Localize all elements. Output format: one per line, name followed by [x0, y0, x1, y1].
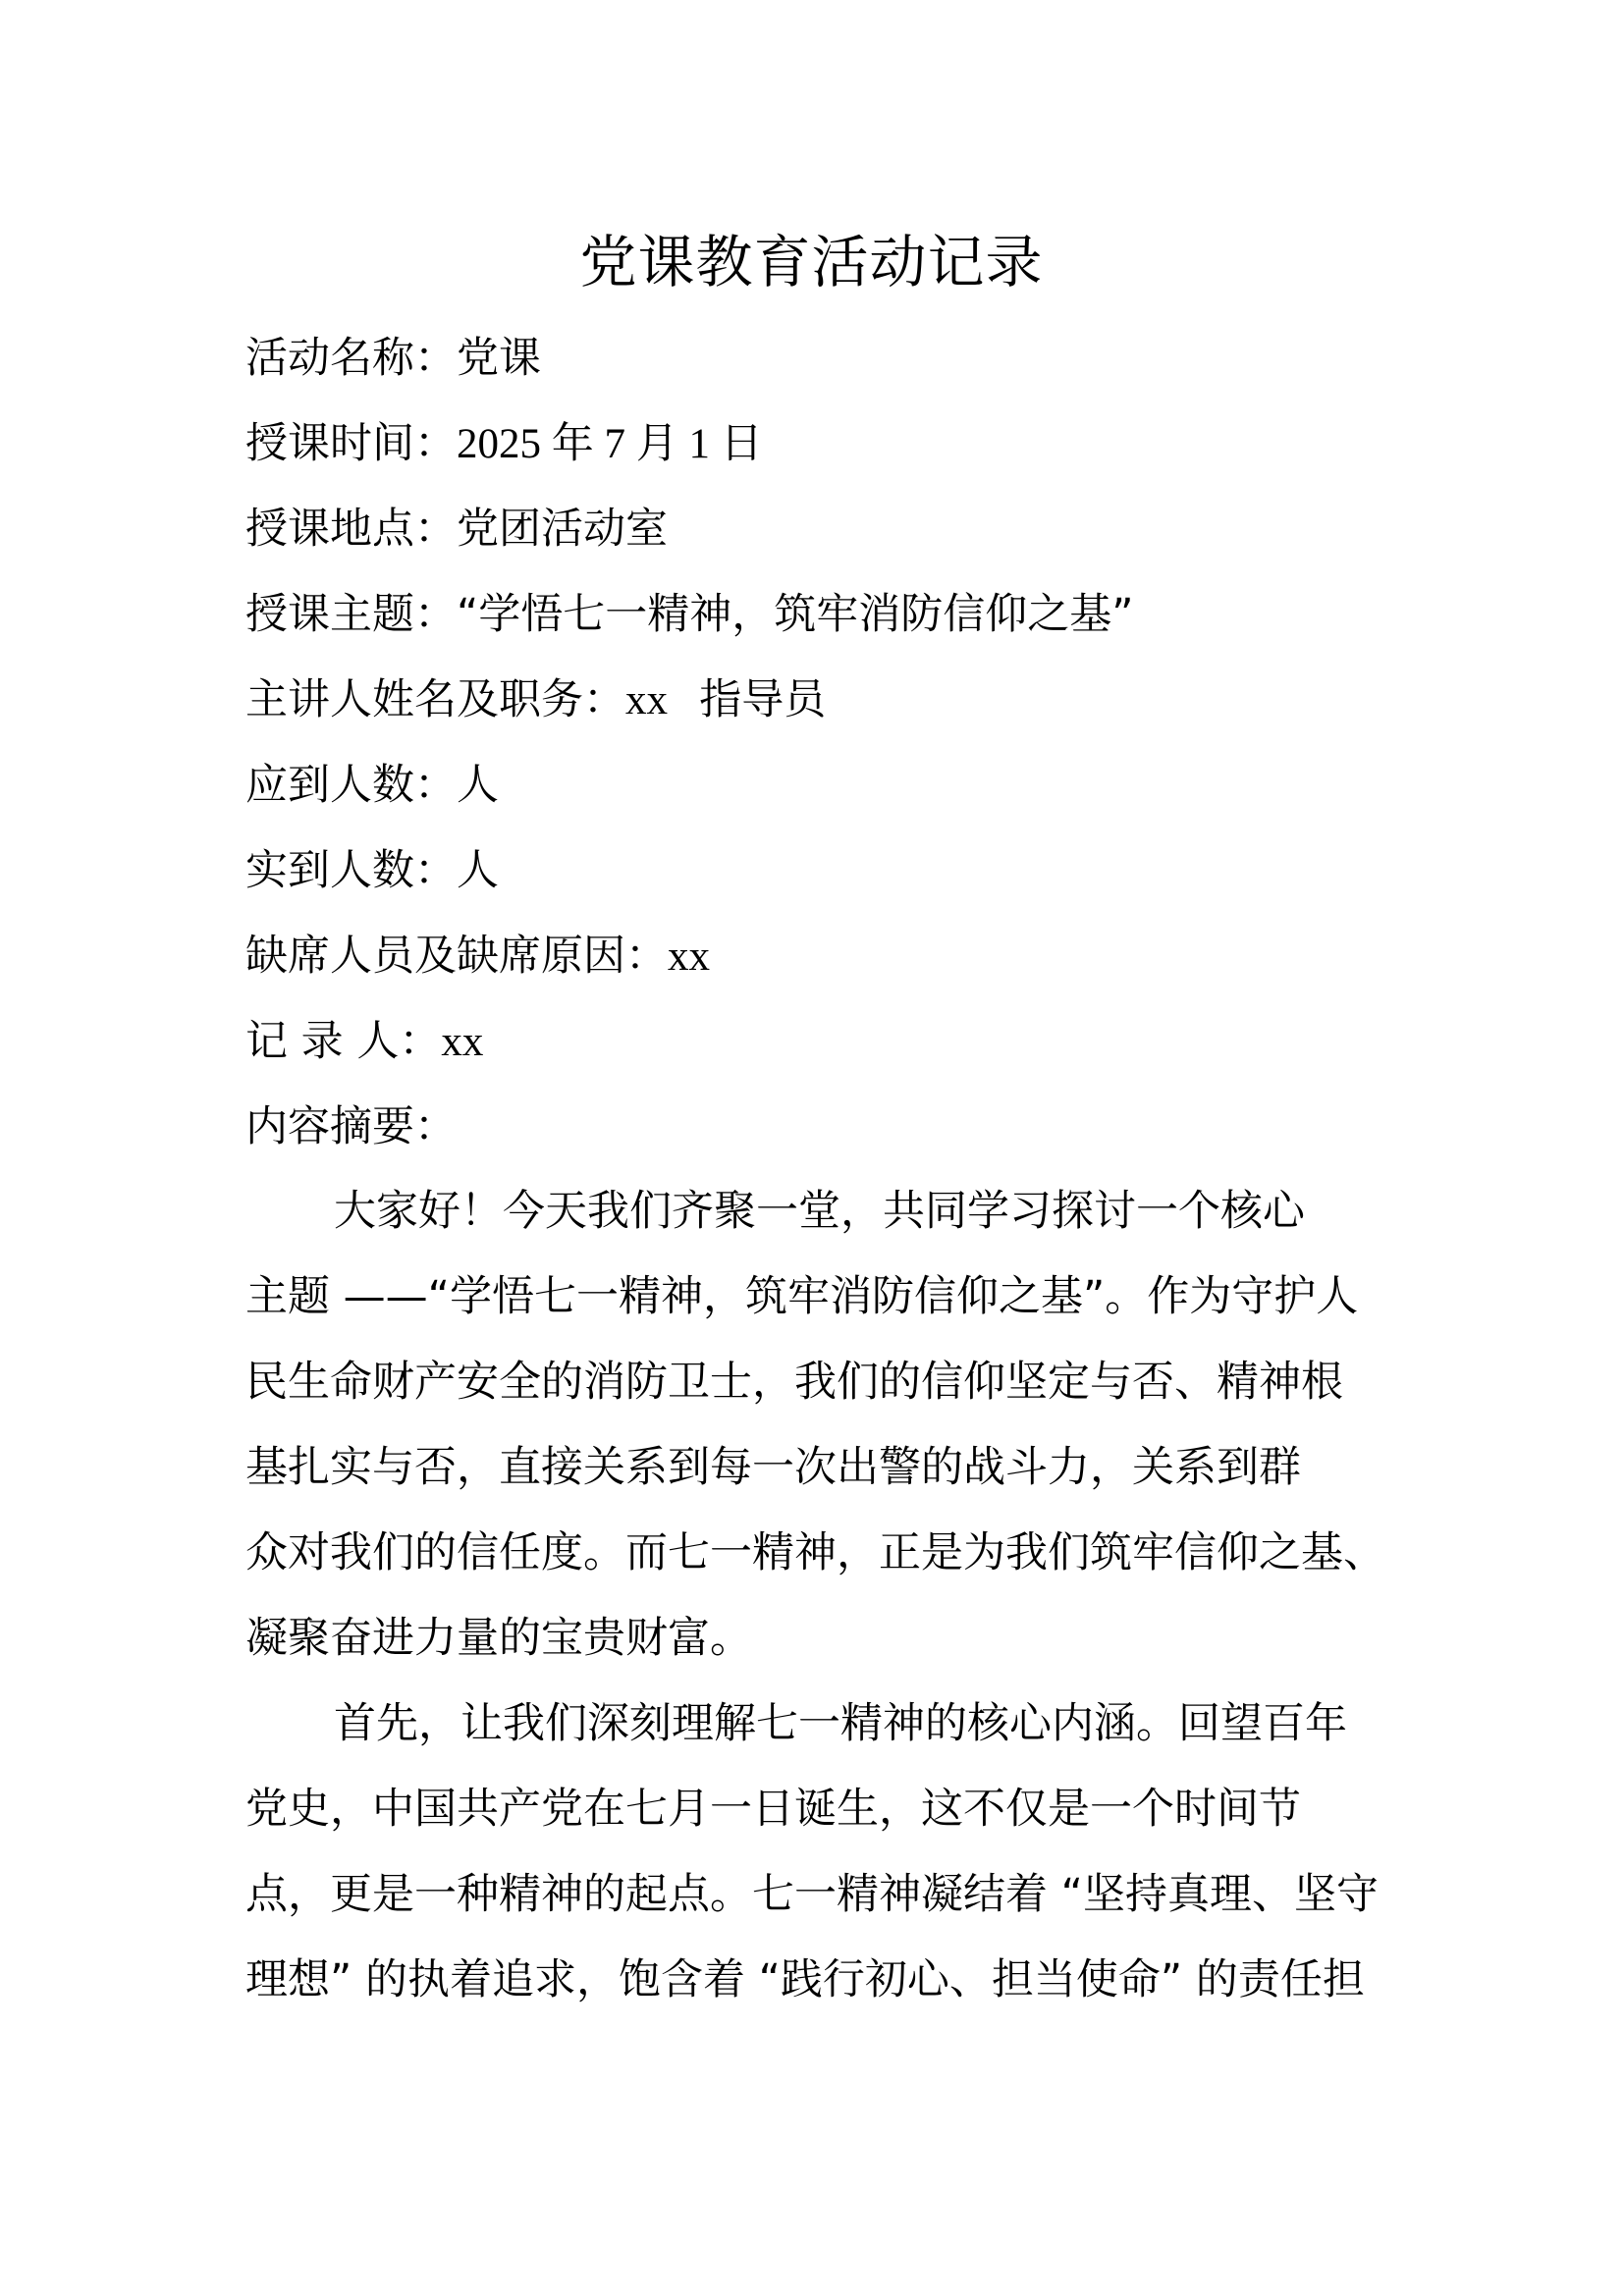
paragraph-line: 大家好！今天我们齐聚一堂，共同学习探讨一个核心 [334, 1187, 1305, 1236]
field-lecture-topic [245, 572, 1424, 658]
record-fields [245, 316, 1424, 1170]
field-label: 活动名称： [245, 334, 457, 383]
field-label: 主讲人姓名及职务： [245, 675, 625, 724]
field-absentees [245, 914, 1424, 999]
paragraph-1 [245, 1169, 1424, 1682]
field-value: “学悟七一精神，筑牢消防信仰之基” [457, 590, 1134, 639]
paragraph-line: 基扎实与否，直接关系到每一次出警的战斗力，关系到群 [245, 1443, 1301, 1492]
field-expected-attendance [245, 743, 1424, 828]
field-label: 授课时间： [245, 419, 457, 468]
content-summary-body [245, 1169, 1424, 2023]
paragraph-line: 点，更是一种精神的起点。七一精神凝结着 “坚持真理、坚守 [245, 1870, 1379, 1919]
field-label: 应到人数： [245, 761, 457, 810]
field-value: 党团活动室 [457, 505, 668, 554]
document-title: 党课教育活动记录 [579, 229, 1044, 295]
field-recorder [245, 999, 1424, 1085]
paragraph-line: 众对我们的信任度。而七一精神，正是为我们筑牢信仰之基、 [245, 1528, 1385, 1577]
field-value: 党课 [457, 334, 541, 383]
field-label: 记 录 人： [245, 1017, 442, 1066]
field-activity-name [245, 316, 1424, 401]
field-value: xx 指导员 [625, 677, 827, 723]
field-label: 授课地点： [245, 505, 457, 554]
paragraph-line: 首先，让我们深刻理解七一精神的核心内涵。回望百年 [334, 1699, 1347, 1748]
paragraph-line: 党史，中国共产党在七月一日诞生，这不仅是一个时间节 [245, 1785, 1301, 1834]
field-value: xx [441, 1019, 484, 1065]
field-label: 内容摘要： [245, 1102, 457, 1151]
field-label: 授课主题： [245, 590, 457, 639]
field-lecture-location [245, 487, 1424, 572]
paragraph-line: 凝聚奋进力量的宝贵财富。 [245, 1614, 752, 1663]
field-label: 实到人数： [245, 846, 457, 895]
field-value: 人 [457, 846, 499, 895]
field-value: xx [668, 934, 710, 980]
field-value: 人 [457, 761, 499, 810]
paragraph-line: 主题 ——“学悟七一精神，筑牢消防信仰之基”。作为守护人 [245, 1272, 1359, 1321]
field-lecture-time [245, 401, 1424, 487]
field-value: 2025 年 7 月 1 日 [457, 421, 763, 467]
field-content-summary [245, 1085, 1424, 1170]
field-actual-attendance [245, 828, 1424, 914]
paragraph-2 [245, 1682, 1424, 2023]
field-speaker [245, 658, 1424, 743]
paragraph-line: 民生命财产安全的消防卫士，我们的信仰坚定与否、精神根 [245, 1358, 1343, 1407]
paragraph-line: 理想” 的执着追求，饱含着 “践行初心、担当使命” 的责任担 [245, 1955, 1365, 2004]
field-label: 缺席人员及缺席原因： [245, 932, 668, 981]
